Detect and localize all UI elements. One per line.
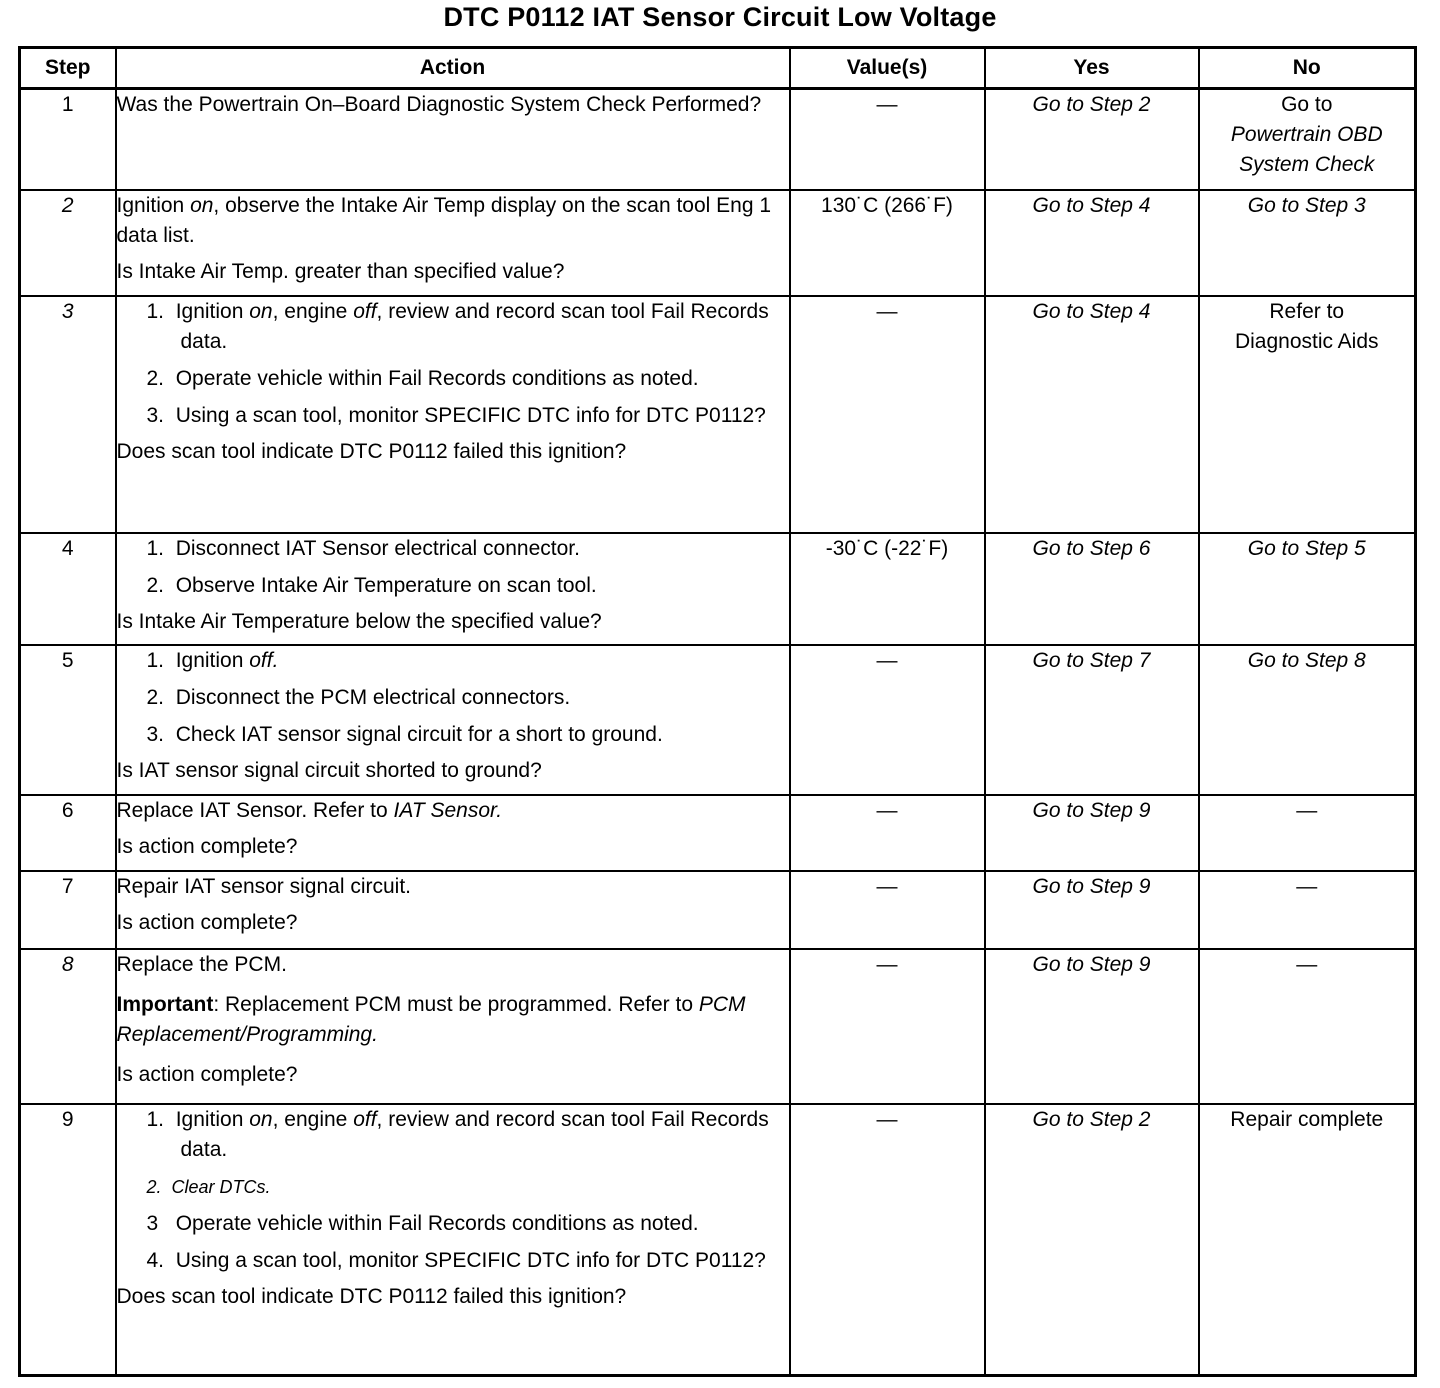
no-line: Powertrain OBD bbox=[1230, 123, 1383, 146]
no-cell: Repair complete bbox=[1199, 1104, 1416, 1376]
action-substep: 2. Disconnect the PCM electrical connectors. bbox=[146, 685, 571, 709]
no-line: Refer to bbox=[1269, 299, 1345, 323]
value-cell: — bbox=[790, 645, 985, 795]
action-cell bbox=[116, 645, 790, 795]
page-title: DTC P0112 IAT Sensor Circuit Low Voltage bbox=[443, 2, 997, 32]
action-text: Was the Powertrain On–Board Diagnostic System Check Performed? bbox=[116, 93, 762, 116]
action-substep: 2. Observe Intake Air Temperature on scan tool. bbox=[146, 573, 597, 597]
action-question: Is action complete? bbox=[116, 834, 298, 858]
action-substep: 3. Check IAT sensor signal circuit for a short to ground. bbox=[146, 722, 663, 746]
yes-cell: Go to Step 9 bbox=[985, 949, 1199, 1104]
action-question: Does scan tool indicate DTC P0112 failed this ignition? bbox=[116, 439, 627, 463]
value-cell: — bbox=[790, 1104, 985, 1376]
action-cell bbox=[116, 190, 790, 296]
action-cell bbox=[116, 533, 790, 645]
no-cell bbox=[1199, 296, 1416, 533]
step-number: 3 bbox=[20, 296, 116, 533]
yes-cell: Go to Step 7 bbox=[985, 645, 1199, 795]
action-substep: 2. Clear DTCs. bbox=[146, 1176, 271, 1197]
action-cell bbox=[116, 949, 790, 1104]
action-question: Is IAT sensor signal circuit shorted to ground? bbox=[116, 758, 542, 782]
action-substep: 1. Ignition on, engine off, review and record scan tool Fail Records data. bbox=[146, 1107, 769, 1161]
value-cell: — bbox=[790, 949, 985, 1104]
step-number: 5 bbox=[20, 645, 116, 795]
value-cell: — bbox=[790, 89, 985, 190]
value-cell: — bbox=[790, 795, 985, 871]
table-header-row bbox=[20, 48, 1416, 89]
no-cell bbox=[1199, 89, 1416, 190]
action-substep: 3. Using a scan tool, monitor SPECIFIC DTC info for DTC P0112? bbox=[146, 403, 766, 427]
no-cell: — bbox=[1199, 949, 1416, 1104]
value-cell: 130˙C (266˙F) bbox=[790, 190, 985, 296]
action-text: Replace the PCM. bbox=[116, 952, 287, 976]
value-cell: — bbox=[790, 871, 985, 949]
action-cell bbox=[116, 795, 790, 871]
action-substep: 1. Ignition off. bbox=[146, 648, 279, 672]
step-number: 7 bbox=[20, 871, 116, 949]
header-no: No bbox=[1199, 48, 1416, 89]
action-text: Ignition on, observe the Intake Air Temp display on the scan tool Eng 1 data list. bbox=[116, 193, 772, 247]
yes-cell: Go to Step 9 bbox=[985, 871, 1199, 949]
action-question: Is Intake Air Temp. greater than specified value? bbox=[116, 259, 565, 283]
header-yes: Yes bbox=[985, 48, 1199, 89]
step-number: 8 bbox=[20, 949, 116, 1104]
step-number: 2 bbox=[20, 190, 116, 296]
step-number: 6 bbox=[20, 795, 116, 871]
table-row bbox=[20, 949, 1416, 1104]
action-substep: 2. Operate vehicle within Fail Records conditions as noted. bbox=[146, 366, 699, 390]
table-row bbox=[20, 89, 1416, 190]
table-row bbox=[20, 190, 1416, 296]
action-cell bbox=[116, 1104, 790, 1376]
action-question: Is Intake Air Temperature below the specified value? bbox=[116, 609, 602, 633]
table-row bbox=[20, 533, 1416, 645]
table-row bbox=[20, 871, 1416, 949]
yes-cell: Go to Step 6 bbox=[985, 533, 1199, 645]
diagnostic-table bbox=[18, 46, 1417, 1377]
no-cell: Go to Step 8 bbox=[1199, 645, 1416, 795]
table-row bbox=[20, 795, 1416, 871]
no-line: System Check bbox=[1239, 153, 1375, 176]
action-substep: 1. Ignition on, engine off, review and record scan tool Fail Records data. bbox=[146, 299, 769, 353]
step-number: 9 bbox=[20, 1104, 116, 1376]
no-cell: Go to Step 3 bbox=[1199, 190, 1416, 296]
no-line: Diagnostic Aids bbox=[1234, 329, 1379, 353]
value-cell: — bbox=[790, 296, 985, 533]
header-step: Step bbox=[20, 48, 116, 89]
yes-cell: Go to Step 4 bbox=[985, 190, 1199, 296]
no-cell: — bbox=[1199, 871, 1416, 949]
action-text: Replace IAT Sensor. Refer to IAT Sensor. bbox=[116, 798, 503, 822]
no-cell: — bbox=[1199, 795, 1416, 871]
no-line: Go to bbox=[1281, 93, 1333, 116]
action-question: Does scan tool indicate DTC P0112 failed this ignition? bbox=[116, 1284, 627, 1308]
step-number: 1 bbox=[20, 89, 116, 190]
table-row bbox=[20, 1104, 1416, 1376]
action-substep: 4. Using a scan tool, monitor SPECIFIC DTC info for DTC P0112? bbox=[146, 1248, 766, 1272]
important-note: Important: Replacement PCM must be programmed. Refer to PCM Replacement/Programming. bbox=[116, 992, 746, 1046]
step-number: 4 bbox=[20, 533, 116, 645]
table-row bbox=[20, 296, 1416, 533]
yes-cell: Go to Step 2 bbox=[985, 89, 1199, 190]
action-cell bbox=[116, 871, 790, 949]
value-cell: -30˙C (-22˙F) bbox=[790, 533, 985, 645]
table-row bbox=[20, 645, 1416, 795]
action-question: Is action complete? bbox=[116, 910, 298, 934]
action-cell bbox=[116, 296, 790, 533]
header-action: Action bbox=[116, 48, 790, 89]
action-cell bbox=[116, 89, 790, 190]
action-substep: 1. Disconnect IAT Sensor electrical connector. bbox=[146, 536, 580, 560]
no-cell: Go to Step 5 bbox=[1199, 533, 1416, 645]
header-values: Value(s) bbox=[790, 48, 985, 89]
action-text: Repair IAT sensor signal circuit. bbox=[116, 874, 412, 898]
yes-cell: Go to Step 4 bbox=[985, 296, 1199, 533]
yes-cell: Go to Step 2 bbox=[985, 1104, 1199, 1376]
action-substep: 3 Operate vehicle within Fail Records conditions as noted. bbox=[146, 1211, 699, 1235]
action-question: Is action complete? bbox=[116, 1062, 298, 1086]
yes-cell: Go to Step 9 bbox=[985, 795, 1199, 871]
